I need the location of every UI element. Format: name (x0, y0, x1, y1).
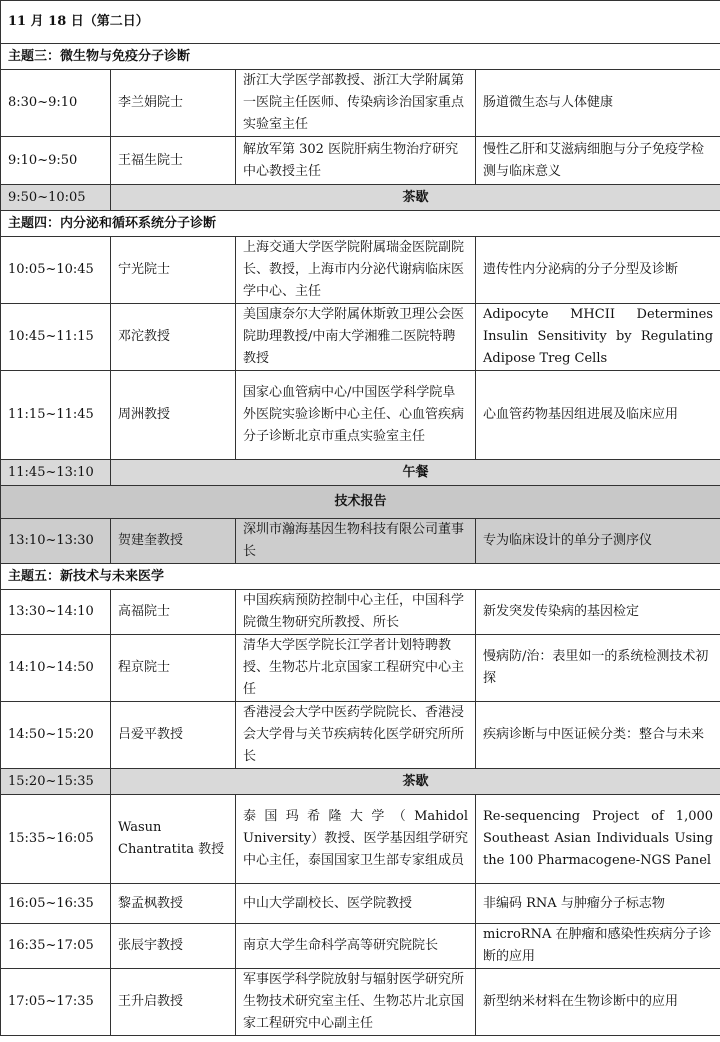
session-affiliation: 中山大学副校长、医学院教授 (236, 884, 476, 924)
session-speaker: 王升启教授 (111, 969, 236, 1036)
session-affiliation: 军事医学科学院放射与辐射医学研究所生物技术研究室主任、生物芯片北京国家工程研究中心副主任 (236, 969, 476, 1036)
session-speaker: 王福生院士 (111, 137, 236, 185)
session-time: 15:35~16:05 (1, 795, 111, 884)
session-affiliation: 南京大学生命科学高等研究院院长 (236, 924, 476, 969)
session-topic: 肠道微生态与人体健康 (476, 70, 720, 137)
session-row (1, 702, 720, 769)
session-speaker: 邓沱教授 (111, 304, 236, 371)
session-time: 13:30~14:10 (1, 590, 111, 635)
tech-report-row (1, 486, 720, 519)
session-topic: 专为临床设计的单分子测序仪 (476, 519, 720, 564)
break-time: 11:45~13:10 (1, 460, 111, 486)
session-affiliation: 上海交通大学医学院附属瑞金医院副院长、教授，上海市内分泌代谢病临床医学中心、主任 (236, 237, 476, 304)
break-time: 15:20~15:35 (1, 769, 111, 795)
session-affiliation: 清华大学医学院长江学者计划特聘教授、生物芯片北京国家工程研究中心主任 (236, 635, 476, 702)
theme-row (1, 211, 720, 237)
tech-report-title: 技术报告 (1, 486, 720, 519)
session-topic: 慢病防/治：表里如一的系统检测技术初探 (476, 635, 720, 702)
break-time: 9:50~10:05 (1, 185, 111, 211)
break-label: 午餐 (111, 460, 720, 486)
break-row (1, 460, 720, 486)
session-topic: Adipocyte MHCII Determines Insulin Sensitivity by Regulating Adipose Treg Cells (476, 304, 720, 371)
session-time: 9:10~9:50 (1, 137, 111, 185)
theme-title: 主题三：微生物与免疫分子诊断 (1, 44, 720, 70)
session-speaker: 黎孟枫教授 (111, 884, 236, 924)
session-topic: Re-sequencing Project of 1,000 Southeast Asian Individuals Using the 100 Pharmacogene-NGS Panel (476, 795, 720, 884)
session-affiliation: 解放军第 302 医院肝病生物治疗研究中心教授主任 (236, 137, 476, 185)
session-affiliation: 中国疾病预防控制中心主任，中国科学院微生物研究所教授、所长 (236, 590, 476, 635)
session-topic: 非编码 RNA 与肿瘤分子标志物 (476, 884, 720, 924)
theme-row (1, 564, 720, 590)
theme-title: 主题五：新技术与未来医学 (1, 564, 720, 590)
session-topic: 慢性乙肝和艾滋病细胞与分子免疫学检测与临床意义 (476, 137, 720, 185)
session-time: 17:05~17:35 (1, 969, 111, 1036)
session-affiliation: 国家心血管病中心/中国医学科学院阜外医院实验诊断中心主任、心血管疾病分子诊断北京市重点实验室主任 (236, 371, 476, 460)
session-row (1, 371, 720, 460)
session-row (1, 795, 720, 884)
session-topic: 遗传性内分泌病的分子分型及诊断 (476, 237, 720, 304)
session-time: 11:15~11:45 (1, 371, 111, 460)
session-speaker: 高福院士 (111, 590, 236, 635)
theme-row (1, 44, 720, 70)
session-time: 10:05~10:45 (1, 237, 111, 304)
session-speaker: 周洲教授 (111, 371, 236, 460)
session-speaker: 李兰娟院士 (111, 70, 236, 137)
break-row (1, 769, 720, 795)
session-row (1, 519, 720, 564)
break-row (1, 185, 720, 211)
session-time: 16:35~17:05 (1, 924, 111, 969)
session-row (1, 635, 720, 702)
session-affiliation: 美国康奈尔大学附属休斯敦卫理公会医院助理教授/中南大学湘雅二医院特聘教授 (236, 304, 476, 371)
session-affiliation: 深圳市瀚海基因生物科技有限公司董事长 (236, 519, 476, 564)
session-row (1, 137, 720, 185)
theme-title: 主题四：内分泌和循环系统分子诊断 (1, 211, 720, 237)
session-speaker: 程京院士 (111, 635, 236, 702)
session-affiliation: 香港浸会大学中医药学院院长、香港浸会大学骨与关节疾病转化医学研究所所长 (236, 702, 476, 769)
session-time: 10:45~11:15 (1, 304, 111, 371)
session-affiliation: 泰国玛希隆大学（Mahidol University）教授、医学基因组学研究中心主任，泰国国家卫生部专家组成员 (236, 795, 476, 884)
session-topic: 新型纳米材料在生物诊断中的应用 (476, 969, 720, 1036)
session-speaker: 吕爱平教授 (111, 702, 236, 769)
session-row (1, 304, 720, 371)
session-topic: 新发突发传染病的基因检定 (476, 590, 720, 635)
session-row (1, 969, 720, 1036)
session-speaker: 宁光院士 (111, 237, 236, 304)
session-topic: 疾病诊断与中医证候分类：整合与未来 (476, 702, 720, 769)
session-speaker: 张辰宇教授 (111, 924, 236, 969)
session-speaker: Wasun Chantratita 教授 (111, 795, 236, 884)
session-time: 13:10~13:30 (1, 519, 111, 564)
session-time: 8:30~9:10 (1, 70, 111, 137)
break-label: 茶歇 (111, 769, 720, 795)
session-row (1, 70, 720, 137)
session-row (1, 590, 720, 635)
session-time: 16:05~16:35 (1, 884, 111, 924)
session-row (1, 884, 720, 924)
session-topic: microRNA 在肿瘤和感染性疾病分子诊断的应用 (476, 924, 720, 969)
day-header-row (1, 1, 720, 44)
session-row (1, 237, 720, 304)
session-topic: 心血管药物基因组进展及临床应用 (476, 371, 720, 460)
session-affiliation: 浙江大学医学部教授、浙江大学附属第一医院主任医师、传染病诊治国家重点实验室主任 (236, 70, 476, 137)
break-label: 茶歇 (111, 185, 720, 211)
session-speaker: 贺建奎教授 (111, 519, 236, 564)
session-row (1, 924, 720, 969)
session-time: 14:10~14:50 (1, 635, 111, 702)
session-time: 14:50~15:20 (1, 702, 111, 769)
day-title: 11 月 18 日（第二日） (1, 1, 720, 44)
